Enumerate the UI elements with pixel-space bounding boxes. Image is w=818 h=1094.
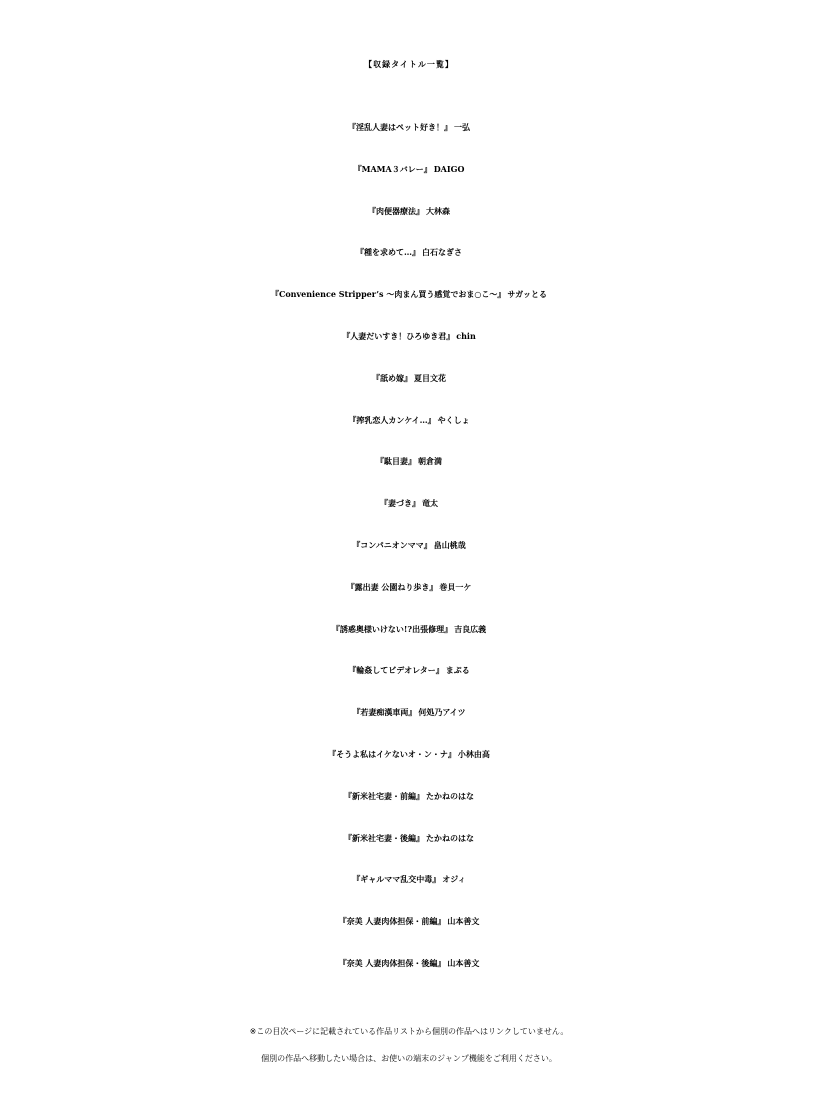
list-item: [0, 859, 818, 901]
list-item: [0, 232, 818, 274]
list-item: [0, 943, 818, 985]
author-name: オジィ: [442, 874, 466, 885]
work-title: 『肉便器療法』: [368, 205, 424, 216]
author-name: 山本善文: [447, 957, 480, 968]
work-title: 『種を求めて…』: [356, 247, 420, 258]
author-name: たかねのはな: [426, 832, 474, 843]
list-item: [0, 483, 818, 525]
work-title: 『コンパニオンママ』: [352, 539, 432, 550]
author-name: 吉良広義: [454, 623, 487, 634]
author-name: まぷる: [445, 665, 470, 676]
page-title: 【収録タイトル一覧】: [364, 59, 454, 69]
author-name: 小林由高: [457, 748, 490, 759]
list-item: [0, 149, 818, 191]
author-name: DAIGO: [433, 163, 465, 174]
list-item: [0, 274, 818, 316]
work-title: 『搾乳恋人カンケイ…』: [348, 414, 436, 425]
footnote: [0, 1018, 818, 1072]
title-list: [0, 107, 818, 985]
list-item: [0, 901, 818, 943]
list-item: [0, 191, 818, 233]
work-title: 『そうよ私はイケないオ・ン・ナ』: [328, 748, 456, 759]
author-name: 一弘: [454, 122, 470, 132]
work-title: 『奈美 人妻肉体担保・後編』: [338, 957, 446, 968]
work-title: 『Convenience Stripper’s 〜肉まん買う感覚でおま○こ〜』: [270, 289, 506, 300]
author-name: 朝倉満: [418, 456, 442, 467]
list-item: [0, 316, 818, 358]
author-name: やくしょ: [437, 414, 470, 425]
list-item: [0, 358, 818, 400]
list-item: [0, 107, 818, 149]
work-title: 『輪姦してビデオレター』: [348, 665, 444, 676]
author-name: たかねのはな: [426, 790, 474, 801]
work-title: 『舐め嫁』: [372, 372, 412, 383]
author-name: 大林森: [426, 205, 450, 216]
author-name: 山本善文: [447, 916, 480, 927]
list-item: [0, 650, 818, 692]
list-item: [0, 525, 818, 567]
list-item: [0, 734, 818, 776]
work-title: 『誘惑奥様いけない!?出張修理』: [331, 623, 453, 634]
work-title: 『人妻だいすき！ひろゆき君』: [342, 330, 455, 341]
list-item: [0, 567, 818, 609]
work-title: 『新米社宅妻・前編』: [344, 790, 424, 801]
work-title: 『MAMA３バレー』: [353, 163, 432, 174]
footnote-line-2: 個別の作品へ移動したい場合は、お使いの端末のジャンプ機能をご利用ください。: [261, 1054, 557, 1063]
author-name: chin: [456, 330, 476, 341]
work-title: 『淫乱人妻はペット好き！』: [348, 122, 452, 132]
author-name: 夏目文花: [414, 372, 446, 383]
work-title: 『若妻痴漢車両』: [352, 707, 417, 718]
work-title: 『奈美 人妻肉体担保・前編』: [338, 916, 446, 927]
work-title: 『露出妻 公園ねり歩き』: [346, 581, 438, 592]
list-item: [0, 609, 818, 651]
list-item: [0, 818, 818, 860]
author-name: 竜太: [422, 498, 438, 509]
author-name: 白石なぎさ: [422, 247, 462, 258]
list-item: [0, 441, 818, 483]
author-name: 巻貝一ケ: [439, 581, 472, 592]
list-item: [0, 776, 818, 818]
work-title: 『妻づき』: [380, 498, 420, 509]
footnote-line-1: ※この目次ページに記載されている作品リストから個別の作品へはリンクしていません。: [249, 1027, 569, 1036]
work-title: 『新米社宅妻・後編』: [344, 832, 424, 843]
work-title: 『駄目妻』: [376, 456, 416, 467]
author-name: サガッとる: [507, 289, 548, 300]
work-title: 『ギャルママ乱交中毒』: [352, 874, 441, 885]
list-item: [0, 400, 818, 442]
author-name: 何処乃アイツ: [418, 707, 466, 718]
list-item: [0, 692, 818, 734]
author-name: 畠山桃哉: [433, 539, 466, 550]
